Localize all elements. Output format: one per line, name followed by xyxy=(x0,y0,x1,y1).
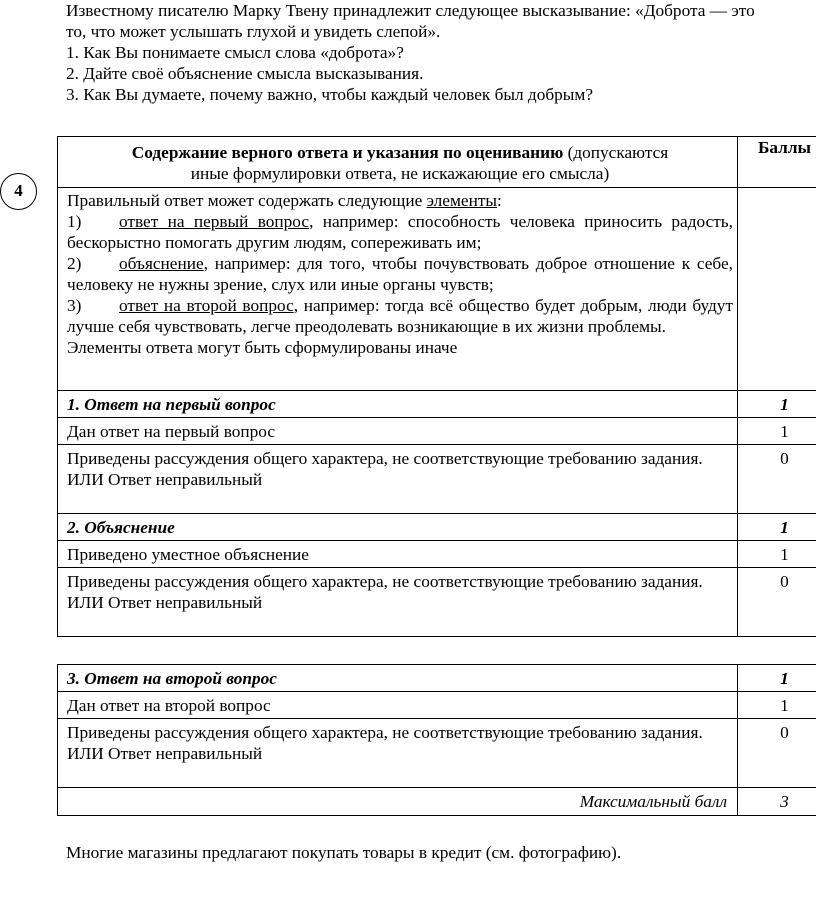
header-note-2: иные формулировки ответа, не искажающие его смысла) xyxy=(190,164,610,183)
criterion-text: Приведено уместное объяснение xyxy=(58,541,738,568)
criterion-row xyxy=(58,568,816,637)
criterion-points: 1 xyxy=(738,692,816,719)
task-quote-line-2: то, что может услышать глухой и увидеть слепой». xyxy=(66,22,441,41)
header-note-1: (допускаются xyxy=(563,143,669,162)
task-text xyxy=(66,0,816,105)
answer-elements-points-cell xyxy=(738,188,816,391)
header-points-cell: Баллы xyxy=(738,137,816,188)
criterion-row xyxy=(58,719,816,788)
elements-note: Элементы ответа могут быть сформулированы иначе xyxy=(67,338,458,357)
section-title: 1. Ответ на первый вопрос xyxy=(58,391,738,418)
answer-element-1: 1) ответ на первый вопрос, например: способность человека приносить радость, бескорыстно помогать другим людям, сопереживать им; xyxy=(67,212,733,252)
max-score-row xyxy=(58,788,816,816)
criterion-points: 0 xyxy=(738,445,816,514)
answer-element-2: 2) объяснение, например: для того, чтобы почувствовать доброе отношение к себе, человеку не нужны зрение, слух или иные органы чувств; xyxy=(67,254,733,294)
criterion-points: 1 xyxy=(738,418,816,445)
answer-elements-cell xyxy=(58,188,738,391)
section-points: 1 xyxy=(738,391,816,418)
criterion-text: Дан ответ на первый вопрос xyxy=(58,418,738,445)
section-points: 1 xyxy=(738,665,816,692)
section-points: 1 xyxy=(738,514,816,541)
task-quote-line-1: Известному писателю Марку Твену принадлежит следующее высказывание: «Доброта — это xyxy=(66,1,755,20)
criterion-row xyxy=(58,692,816,719)
criterion-text: Дан ответ на второй вопрос xyxy=(58,692,738,719)
criterion-row xyxy=(58,541,816,568)
criterion-text: Приведены рассуждения общего характера, не соответствующие требованию задания. ИЛИ Ответ неправильный xyxy=(58,445,738,514)
header-title: Содержание верного ответа и указания по оцениванию xyxy=(131,143,564,162)
grading-table-part-1 xyxy=(57,136,816,637)
criterion-text: Приведены рассуждения общего характера, не соответствующие требованию задания. ИЛИ Ответ неправильный xyxy=(58,568,738,637)
next-task-text: Многие магазины предлагают покупать товары в кредит (см. фотографию). xyxy=(66,843,622,862)
answer-elements-row xyxy=(58,188,816,391)
answer-element-3: 3) ответ на второй вопрос, например: тогда всё общество будет добрым, люди будут лучше себя чувствовать, легче преодолевать возникающие в их жизни проблемы. xyxy=(67,296,733,336)
task-question-2: 2. Дайте своё объяснение смысла высказывания. xyxy=(66,64,424,83)
section-title: 3. Ответ на второй вопрос xyxy=(58,665,738,692)
grading-table-part-2 xyxy=(57,664,816,816)
task-number-badge: 4 xyxy=(0,173,37,210)
criterion-points: 0 xyxy=(738,719,816,788)
criterion-row xyxy=(58,445,816,514)
section-title: 2. Объяснение xyxy=(58,514,738,541)
criterion-row xyxy=(58,418,816,445)
task-question-3: 3. Как Вы думаете, почему важно, чтобы каждый человек был добрым? xyxy=(66,85,594,104)
section-row xyxy=(58,391,816,418)
table-header-row xyxy=(58,137,816,188)
section-row xyxy=(58,665,816,692)
task-question-1: 1. Как Вы понимаете смысл слова «доброта»? xyxy=(66,43,404,62)
max-score-value: 3 xyxy=(738,788,816,816)
section-row xyxy=(58,514,816,541)
criterion-text: Приведены рассуждения общего характера, не соответствующие требованию задания. ИЛИ Ответ неправильный xyxy=(58,719,738,788)
max-score-label: Максимальный балл xyxy=(58,788,738,816)
header-content-cell xyxy=(58,137,738,188)
criterion-points: 1 xyxy=(738,541,816,568)
elements-intro: Правильный ответ может содержать следующие элементы: xyxy=(67,191,502,210)
criterion-points: 0 xyxy=(738,568,816,637)
